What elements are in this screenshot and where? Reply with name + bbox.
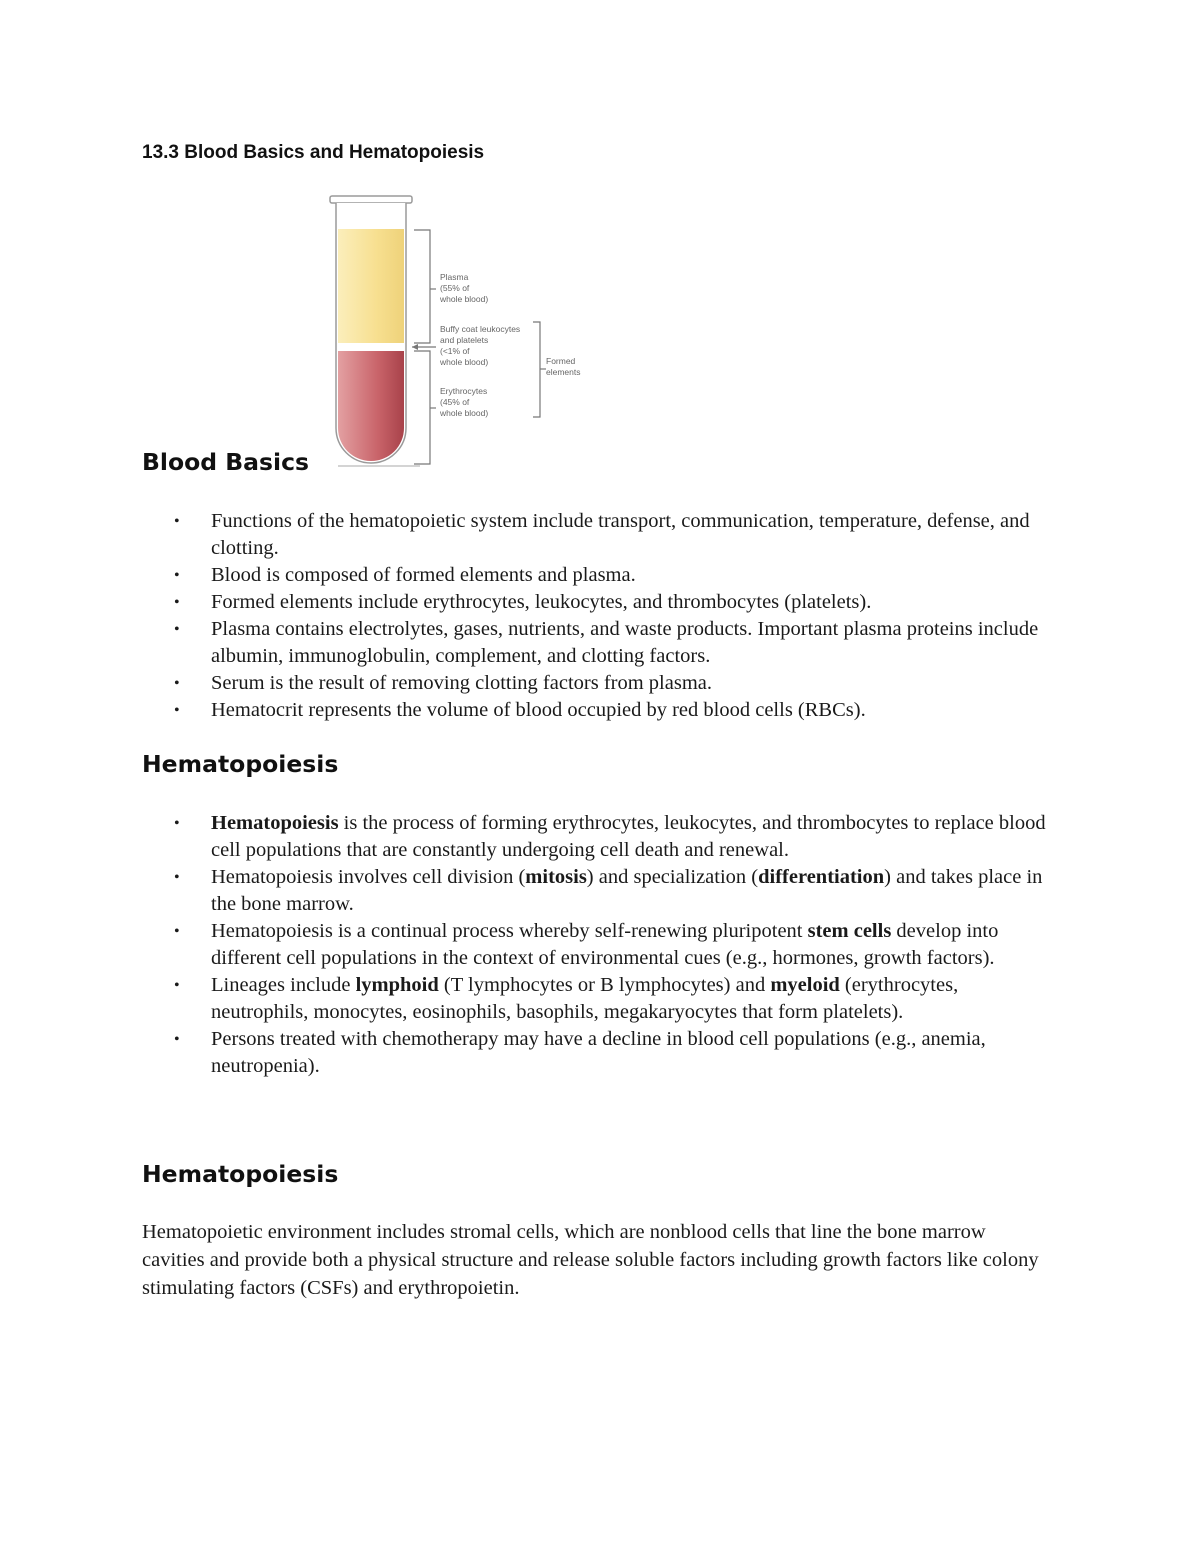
list-item: • Blood is composed of formed elements and plasma. [174, 564, 636, 586]
list-item: • Hematopoiesis involves cell division (mitosis) and specialization (differentiation) and takes place in the bone marrow. [174, 866, 1043, 915]
hematopoietic-environment-paragraph: Hematopoietic environment includes stromal cells, which are nonblood cells that line the bone marrow cavities and provide both a physical structure and release soluble factors including growth factors like colony stimulating factors (CSFs) and erythropoietin. [142, 1221, 1039, 1299]
list-item: • Formed elements include erythrocytes, leukocytes, and thrombocytes (platelets). [174, 591, 872, 613]
hematopoiesis-list [0, 810, 1060, 1080]
blood-basics-list [0, 508, 1060, 724]
section-heading-hematopoiesis-2: Hematopoiesis [142, 1160, 339, 1188]
plasma-label: Plasma (55% of whole blood) [440, 272, 489, 304]
list-item: • Hematopoiesis is the process of forming erythrocytes, leukocytes, and thrombocytes to replace blood cell populations that are constantly undergoing cell death and renewal. [174, 812, 1046, 861]
tube-rim [330, 196, 412, 203]
document-title: 13.3 Blood Basics and Hematopoiesis [142, 142, 485, 163]
erythrocytes-label: Erythrocytes (45% of whole blood) [440, 386, 489, 418]
list-item: • Hematocrit represents the volume of blood occupied by red blood cells (RBCs). [174, 699, 866, 721]
list-item: • Lineages include lymphoid (T lymphocytes or B lymphocytes) and myeloid (erythrocytes, neutrophils, monocytes, eosinophils, basophils, megakaryocytes that form platelets). [174, 974, 959, 1023]
blood-tube-figure [300, 192, 600, 474]
buffy-coat-label: Buffy coat leukocytes and platelets (<1% of whole blood) [440, 324, 521, 367]
section-heading-hematopoiesis: Hematopoiesis [142, 750, 339, 778]
erythrocyte-layer [338, 351, 404, 461]
buffy-coat-layer [338, 343, 404, 351]
list-item: • Persons treated with chemotherapy may have a decline in blood cell populations (e.g., anemia, neutropenia). [174, 1028, 986, 1077]
plasma-layer [338, 229, 404, 343]
formed-elements-label: Formed elements [546, 356, 581, 377]
list-item: • Functions of the hematopoietic system include transport, communication, temperature, defense, and clotting. [174, 510, 1030, 559]
list-item: • Hematopoiesis is a continual process whereby self-renewing pluripotent stem cells develop into different cell populations in the context of environmental cues (e.g., hormones, growth factors). [174, 920, 999, 969]
list-item: • Serum is the result of removing clotting factors from plasma. [174, 672, 712, 694]
section-heading-blood-basics: Blood Basics [142, 448, 309, 476]
list-item: • Plasma contains electrolytes, gases, nutrients, and waste products. Important plasma proteins include albumin, immunoglobulin, complement, and clotting factors. [174, 618, 1039, 667]
